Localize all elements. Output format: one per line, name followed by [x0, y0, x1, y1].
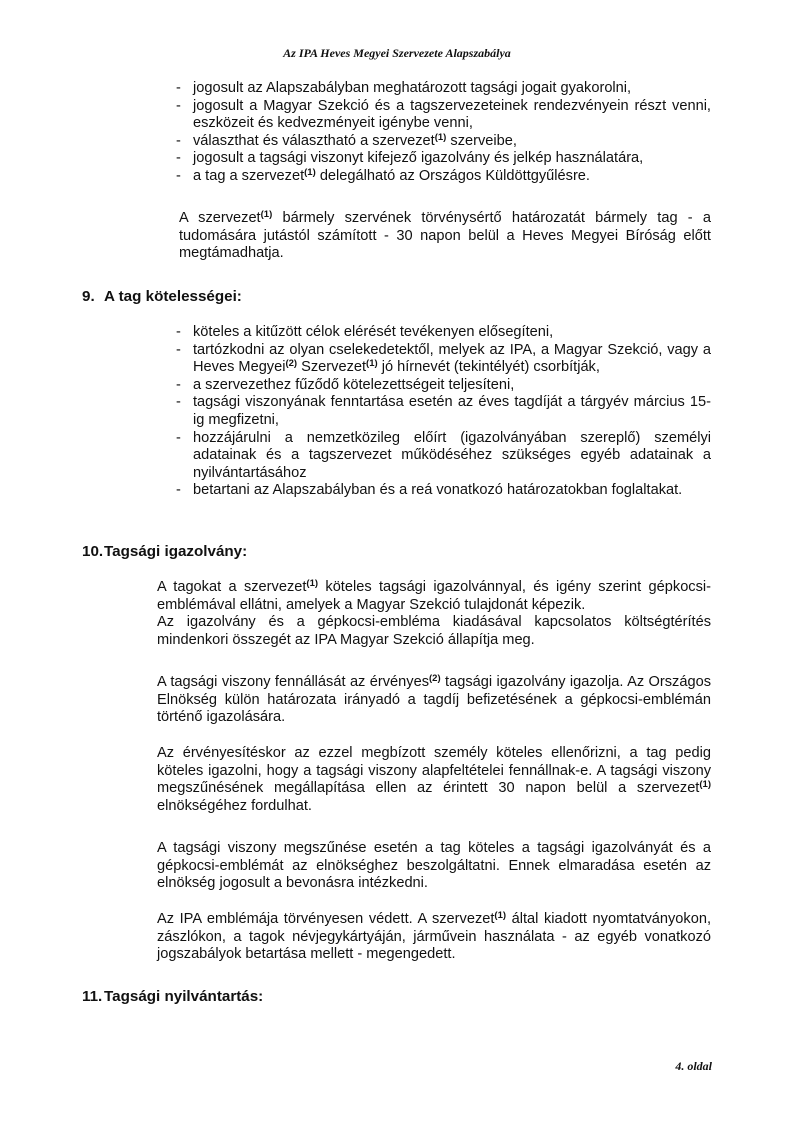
footnote-ref: (1): [306, 578, 319, 589]
list-item: - jogosult a Magyar Szekció és a tagszervezeteinek rendezvényein részt venni, eszközeit és kedvezményeit igénybe venni,: [176, 98, 711, 133]
list-item: - választhat és választható a szervezet$^{(1)}$ szerveibe,: [176, 133, 711, 151]
footnote-ref: (1): [434, 131, 447, 143]
list-item: - tagsági viszonyának fenntartása esetén az éves tagdíját a tárgyév március 15-ig megfizetni,: [176, 394, 711, 429]
footnote-ref: (2): [285, 358, 298, 370]
id-card-paragraph-3: Az érvényesítéskor az ezzel megbízott személy köteles ellenőrizni, a tag pedig köteles igazolni, hogy a tagsági viszony alapfeltételei fennállnak-e. A tagsági viszony megszűnésének megállapítása ellen az érintett 30 napon belül a szervezet$^{(1)}$ elnökségéhez fordulhat.: [157, 745, 711, 814]
footnote-ref: (1): [699, 779, 711, 791]
section-9-heading: [82, 288, 242, 305]
duties-list: [176, 324, 711, 500]
rights-paragraph: A szervezet$^{(1)}$ bármely szervének törvénysértő határozatát bármely tag - a tudomására jutástól számított - 30 napon belül a Heves Megyei Bíróság előtt megtámadhatja.: [179, 209, 712, 262]
id-card-paragraph-5: Az IPA emblémája törvényesen védett. A szervezet$^{(1)}$ által kiadott nyomtatványokon, zászlókon, a tagok névjegykártyáján, járművein használata - az egyéb vonatkozó jogszabályok betartása mellett - megengedett.: [157, 910, 711, 963]
list-item: - jogosult a tagsági viszonyt kifejező igazolvány és jelkép használatára,: [176, 150, 711, 168]
id-card-paragraph-1: A tagokat a szervezet$^{(1)}$ köteles tagsági igazolvánnyal, és igény szerint gépkocsi-emblémával ellátni, amelyek a Magyar Szekció tulajdonát képezik. Az igazolvány és a gépkocsi-embléma kiadásával kapcsolatos költségtérítés mindenkori összegét az IPA Magyar Szekció állapítja meg.: [157, 578, 712, 648]
section-title: Tagsági igazolvány:: [104, 543, 248, 560]
rights-list: [176, 80, 711, 186]
section-number: 9.: [82, 288, 95, 305]
footnote-ref: (1): [494, 910, 507, 921]
list-item: - a szervezethez fűződő kötelezettségeit teljesíteni,: [176, 377, 711, 395]
id-card-paragraph-2: A tagsági viszony fennállását az érvényes$^{(2)}$ tagsági igazolvány igazolja. Az Országos Elnökség külön határozata irányadó a tagdíj befizetésének a gépkocsi-emblémán történő igazolására.: [157, 673, 711, 726]
footnote-ref: (1): [366, 358, 378, 370]
list-item: - betartani az Alapszabályban és a reá vonatkozó határozatokban foglaltakat.: [176, 482, 711, 500]
section-title: Tagsági nyilvántartás:: [104, 988, 264, 1005]
list-item: - köteles a kitűzött célok elérését tevékenyen elősegíteni,: [176, 324, 711, 342]
list-item: - jogosult az Alapszabályban meghatározott tagsági jogait gyakorolni,: [176, 80, 711, 98]
section-title: A tag kötelességei:: [104, 288, 242, 305]
list-item: - hozzájárulni a nemzetközileg előírt (igazolványában szereplő) személyi adatainak és a tagszervezet működéséhez szükséges egyéb adatainak a nyilvántartásához: [176, 430, 711, 483]
page-header: Az IPA Heves Megyei Szervezete Alapszabálya: [283, 46, 511, 60]
section-number: 11.: [82, 988, 103, 1005]
section-number: 10.: [82, 543, 104, 560]
page-number: 4. oldal: [675, 1059, 712, 1073]
section-10-heading: [82, 543, 247, 560]
id-card-paragraph-4: A tagsági viszony megszűnése esetén a tag köteles a tagsági igazolványát és a gépkocsi-emblémát az elnökséghez beszolgáltatni. Ennek elmaradása esetén az elnökség jogosult a bevonásra intézkedni.: [157, 840, 711, 892]
footnote-ref: (2): [429, 673, 441, 684]
list-item: - tartózkodni az olyan cselekedetektől, melyek az IPA, a Magyar Szekció, vagy a Heves Megyei$^{(2)}$ Szervezet$^{(1)}$ jó hírnevét (tekintélyét) csorbítják,: [176, 342, 711, 377]
footnote-ref: (1): [304, 166, 316, 178]
footnote-ref: (1): [260, 209, 273, 220]
section-11-heading: [82, 988, 263, 1005]
list-item: - a tag a szervezet$^{(1)}$ delegálható az Országos Küldöttgyűlésre.: [176, 168, 711, 186]
